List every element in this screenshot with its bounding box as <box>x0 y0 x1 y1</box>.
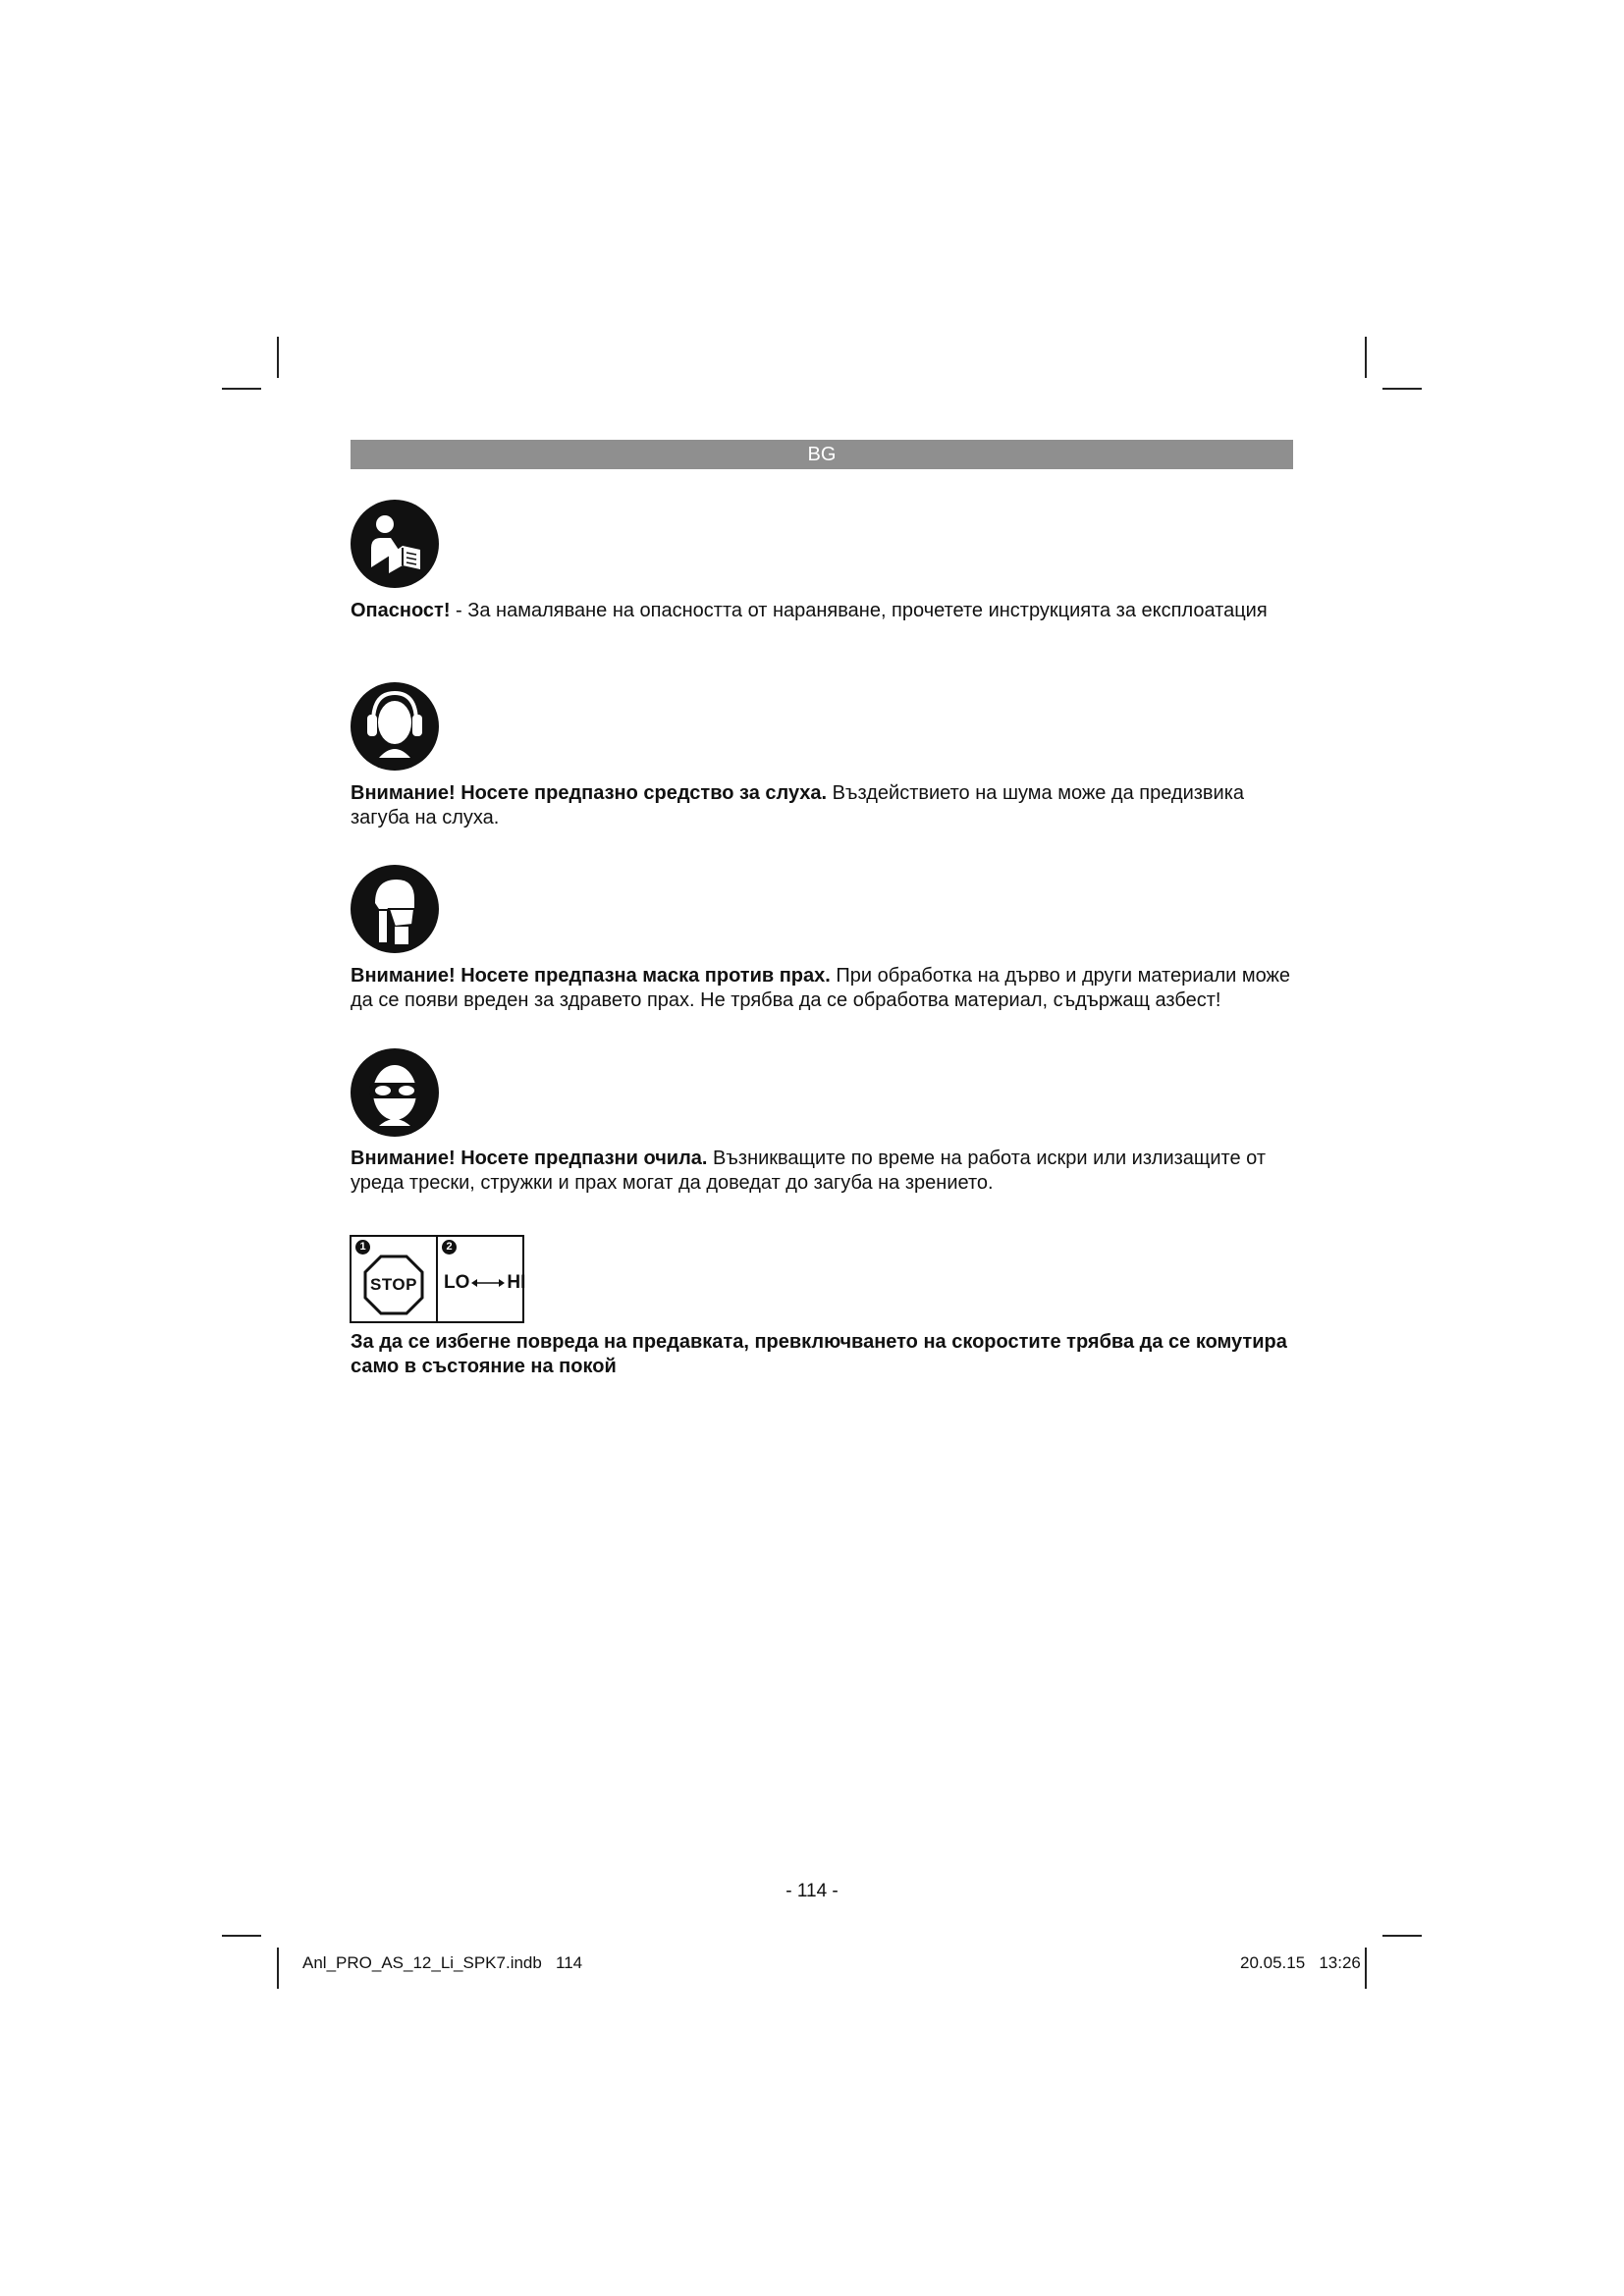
lo-hi-switch <box>444 1272 525 1294</box>
lo-hi-panel <box>438 1237 526 1321</box>
gear-switch-diagram <box>350 1235 524 1323</box>
ear-protection-icon <box>350 681 440 772</box>
warning-read-manual: Опасност! - За намаляване на опасността от нараняване, прочетете инструкцията за експлоатация <box>351 600 1268 621</box>
step-1-badge: 1 <box>355 1240 370 1255</box>
hi-label: HI <box>507 1272 526 1293</box>
warning-safety-goggles: Внимание! Носете предпазни очила. Възникващите по време на работа искри или излизащите от уреда трески, стружки и прах могат да доведат до загуба на зрението. <box>351 1148 1267 1194</box>
language-header: BG <box>351 440 1293 469</box>
warning-dust-mask: Внимание! Носете предпазна маска против прах. При обработка на дърво и други материали може да се появи вреден за здравето прах. Не трябва да се обработва материал, съдържащ азбест! <box>351 965 1291 1011</box>
lo-label: LO <box>444 1272 470 1293</box>
step-2-badge: 2 <box>442 1240 457 1255</box>
read-manual-icon <box>350 499 440 589</box>
warning-ear-protection: Внимание! Носете предпазно средство за слуха. Въздействието на шума може да предизвика загуба на слуха. <box>351 782 1245 828</box>
crop-mark <box>1382 388 1422 390</box>
crop-mark <box>1365 337 1367 378</box>
crop-mark <box>277 337 279 378</box>
print-date: 20.05.15 13:26 <box>1240 1953 1361 1972</box>
dust-mask-icon <box>350 864 440 954</box>
stop-label: STOP <box>370 1275 417 1294</box>
crop-mark <box>1365 1948 1367 1989</box>
crop-mark <box>222 388 261 390</box>
safety-goggles-icon <box>350 1047 440 1138</box>
stop-panel <box>352 1237 438 1321</box>
crop-mark <box>222 1935 261 1937</box>
double-arrow-icon <box>471 1278 505 1288</box>
crop-mark <box>277 1948 279 1989</box>
file-info: Anl_PRO_AS_12_Li_SPK7.indb 114 <box>302 1953 583 1972</box>
page-number: - 114 - <box>785 1881 839 1901</box>
gear-switch-note: За да се избегне повреда на предавката, превключването на скоростите трябва да се комутира само в състояние на покой <box>351 1331 1287 1377</box>
crop-mark <box>1382 1935 1422 1937</box>
